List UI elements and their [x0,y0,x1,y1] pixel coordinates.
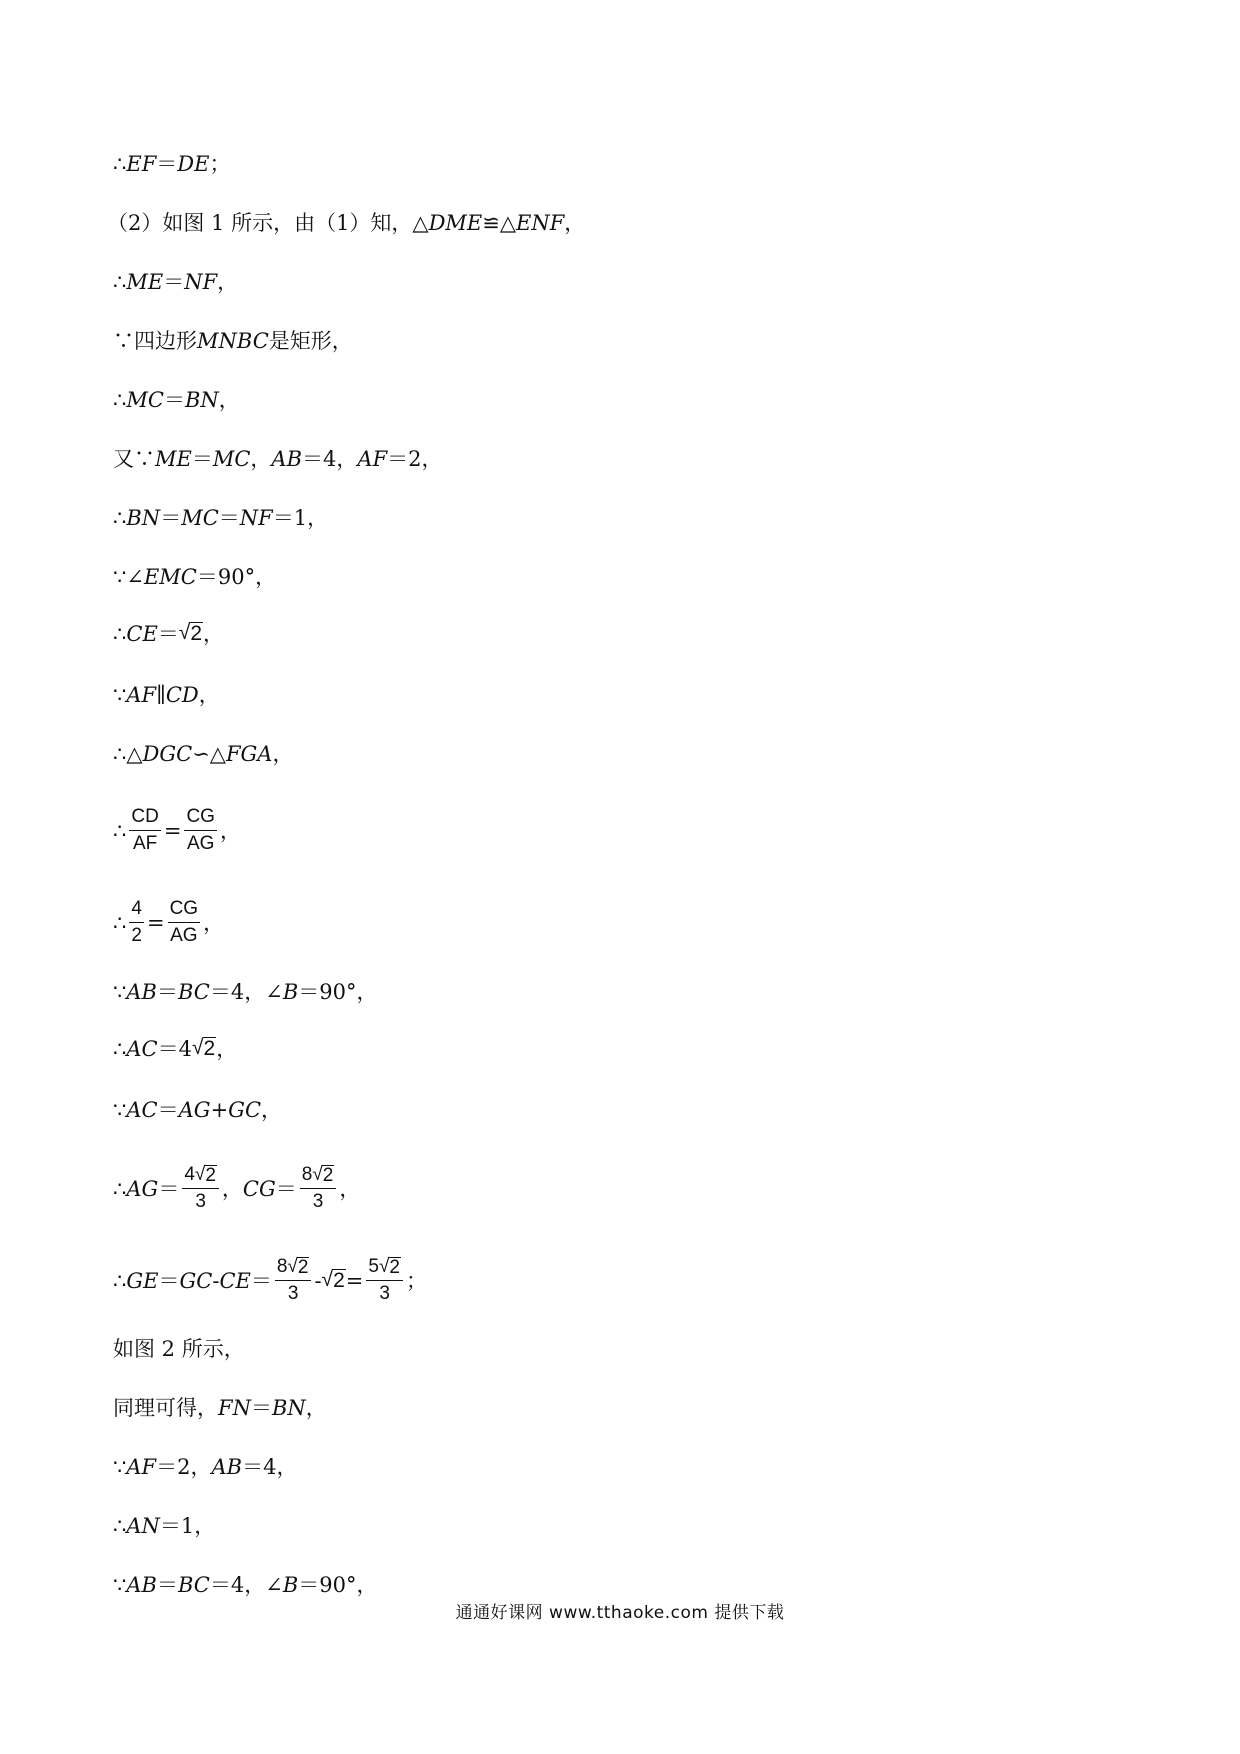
line-8: ∵∠ EMC ＝90°， [113,565,277,589]
line-11: ∴△ DGC ∽△ FGA ， [113,742,294,766]
line-15: ∴ AC ＝4 √ 2 ， [113,1036,238,1061]
fraction-5sqrt2-3: 5 √ 2 3 [366,1256,403,1305]
line-16: ∵ AC ＝ AG + GC ， [113,1098,283,1122]
line-7: ∴ BN ＝ MC ＝ NF ＝1， [113,506,329,530]
fraction-cg-ag: $\frac{CG}{AG}$ [169,898,199,946]
fraction-4-2: $\frac{4}{2}$ [131,898,142,946]
line-21: ∵ AF ＝2， AB ＝4， [113,1455,298,1479]
line-17: ∴ AG ＝ 4 √ 2 3 ， CG ＝ 8 √ 2 3 ， [113,1164,361,1212]
line-18: ∴ GE ＝ GC - CE ＝ 8 √ 2 3 - √ 2 = 5 √ 2 3 ； [113,1256,427,1304]
fraction-cd-af: $\frac{CD}{AF}$ [131,806,159,854]
line-6: 又∵ ME ＝ MC ， AB ＝4， AF ＝2， [113,447,443,471]
line-4: ∵四边形 MNBC 是矩形， [113,329,353,353]
fraction-8sqrt2-3: 8 √ 2 3 [300,1164,337,1213]
line-10: ∵ AF ∥ CD ， [113,683,220,707]
sqrt-2: √ 2 [178,621,202,646]
line-1: ∴ EF ＝ DE ； [113,152,231,176]
line-12: ∴ $\frac{CD}{AF}$ = $\frac{CG}{AG}$ ， [113,806,241,854]
line-3: ∴ ME ＝ NF ， [113,270,239,294]
line-22: ∴ AN ＝1， [113,1514,216,1538]
line-5: ∴ MC ＝ BN ， [113,388,240,412]
fraction-8sqrt2-3: 8 √ 2 3 [275,1256,312,1305]
sqrt-2: √ 2 [191,1036,216,1061]
fraction-cg-ag: $\frac{CG}{AG}$ [186,806,215,854]
line-23: ∵ AB ＝ BC ＝4，∠ B ＝90°， [113,1573,378,1597]
sqrt-2: √ 2 [321,1267,345,1292]
fraction-4sqrt2-3: 4 √ 2 3 [182,1164,219,1213]
line-13: ∴ $\frac{4}{2}$ = $\frac{CG}{AG}$ ， [113,898,225,946]
line-20: 同理可得， FN ＝ BN ， [113,1396,327,1420]
line-2: （2）如图 1 所示，由（1）知，△ DME ≌△ ENF ， [107,211,586,235]
page-footer: 通通好课网 www.tthaoke.com 提供下载 [455,1603,785,1623]
line-9: ∴ CE ＝ √ 2 ， [113,621,224,646]
line-14: ∵ AB ＝ BC ＝4，∠ B ＝90°， [113,980,378,1004]
line-19: 如图 2 所示， [113,1337,245,1361]
